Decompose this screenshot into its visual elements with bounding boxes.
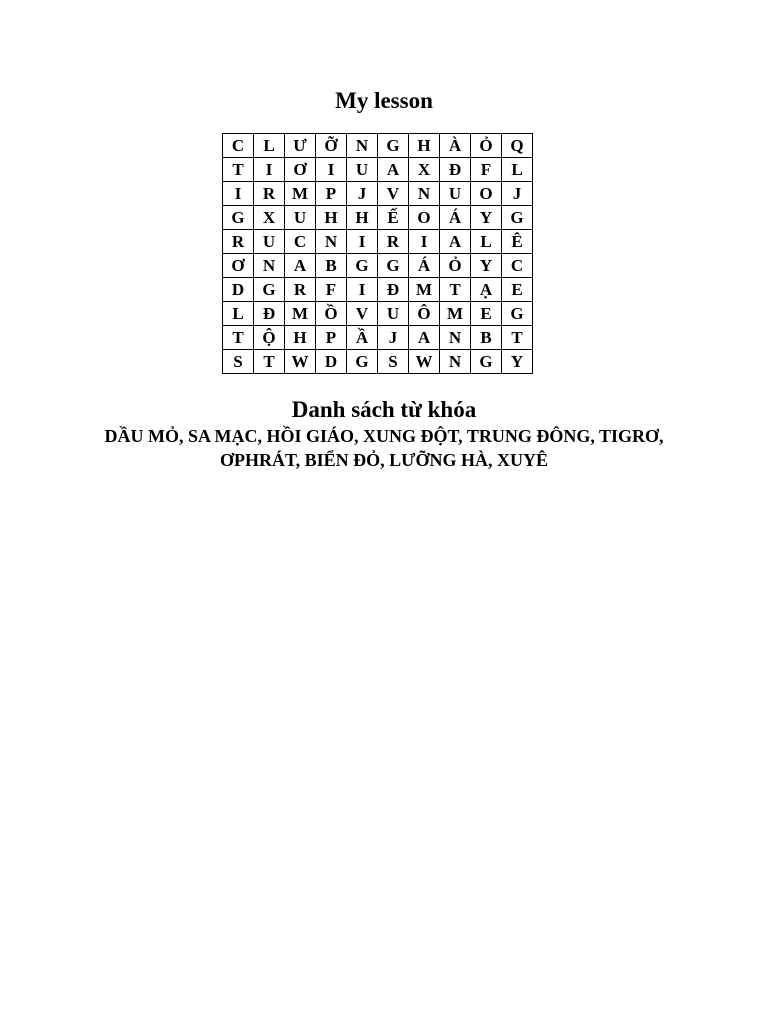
grid-cell: L — [471, 230, 502, 254]
grid-cell: R — [254, 182, 285, 206]
grid-cell: Đ — [254, 302, 285, 326]
grid-cell: H — [316, 206, 347, 230]
grid-cell: M — [285, 302, 316, 326]
grid-row — [223, 278, 533, 302]
grid-cell: O — [409, 206, 440, 230]
grid-cell: U — [347, 158, 378, 182]
grid-cell: G — [254, 278, 285, 302]
grid-cell: W — [409, 350, 440, 374]
grid-cell: N — [440, 326, 471, 350]
grid-cell: T — [223, 158, 254, 182]
grid-cell: L — [254, 134, 285, 158]
grid-row — [223, 326, 533, 350]
grid-cell: M — [440, 302, 471, 326]
grid-cell: A — [378, 158, 409, 182]
grid-row — [223, 182, 533, 206]
grid-cell: N — [347, 134, 378, 158]
grid-cell: J — [378, 326, 409, 350]
grid-cell: Ỏ — [471, 134, 502, 158]
grid-row — [223, 350, 533, 374]
grid-cell: M — [409, 278, 440, 302]
grid-cell: G — [502, 206, 533, 230]
grid-cell: C — [223, 134, 254, 158]
grid-cell: G — [471, 350, 502, 374]
grid-cell: I — [316, 158, 347, 182]
grid-cell: Ồ — [316, 302, 347, 326]
grid-cell: H — [409, 134, 440, 158]
grid-cell: A — [285, 254, 316, 278]
grid-cell: Ế — [378, 206, 409, 230]
grid-cell: Y — [471, 254, 502, 278]
grid-cell: Y — [502, 350, 533, 374]
grid-cell: F — [471, 158, 502, 182]
grid-cell: T — [223, 326, 254, 350]
grid-cell: I — [347, 230, 378, 254]
grid-cell: N — [316, 230, 347, 254]
grid-cell: V — [378, 182, 409, 206]
grid-cell: G — [347, 350, 378, 374]
grid-cell: L — [502, 158, 533, 182]
grid-cell: B — [471, 326, 502, 350]
grid-cell: Ầ — [347, 326, 378, 350]
grid-cell: E — [502, 278, 533, 302]
grid-cell: P — [316, 182, 347, 206]
grid-cell: G — [223, 206, 254, 230]
page-title: My lesson — [335, 88, 433, 113]
grid-cell: X — [254, 206, 285, 230]
grid-cell: T — [440, 278, 471, 302]
grid-cell: Y — [471, 206, 502, 230]
grid-cell: Ạ — [471, 278, 502, 302]
grid-cell: W — [285, 350, 316, 374]
grid-cell: H — [285, 326, 316, 350]
grid-cell: Á — [440, 206, 471, 230]
grid-cell: Ơ — [285, 158, 316, 182]
grid-cell: J — [502, 182, 533, 206]
grid-cell: S — [378, 350, 409, 374]
grid-cell: H — [347, 206, 378, 230]
grid-cell: L — [223, 302, 254, 326]
grid-row — [223, 134, 533, 158]
grid-cell: I — [409, 230, 440, 254]
grid-cell: G — [378, 134, 409, 158]
grid-cell: B — [316, 254, 347, 278]
grid-row — [223, 206, 533, 230]
grid-cell: M — [285, 182, 316, 206]
grid-cell: R — [285, 278, 316, 302]
grid-cell: T — [254, 350, 285, 374]
grid-cell: À — [440, 134, 471, 158]
keyword-list-line: DẦU MỎ, SA MẠC, HỒI GIÁO, XUNG ĐỘT, TRUNG ĐÔNG, TIGRƠ, — [104, 426, 664, 446]
grid-cell: U — [285, 206, 316, 230]
grid-cell: E — [471, 302, 502, 326]
grid-cell: N — [254, 254, 285, 278]
grid-cell: Đ — [378, 278, 409, 302]
grid-cell: F — [316, 278, 347, 302]
grid-cell: U — [440, 182, 471, 206]
grid-cell: A — [440, 230, 471, 254]
grid-cell: I — [223, 182, 254, 206]
grid-cell: Ỏ — [440, 254, 471, 278]
grid-cell: N — [440, 350, 471, 374]
grid-cell: Đ — [440, 158, 471, 182]
grid-cell: S — [223, 350, 254, 374]
grid-cell: J — [347, 182, 378, 206]
grid-cell: I — [347, 278, 378, 302]
grid-cell: Q — [502, 134, 533, 158]
grid-cell: A — [409, 326, 440, 350]
grid-cell: O — [471, 182, 502, 206]
grid-cell: T — [502, 326, 533, 350]
grid-cell: Ô — [409, 302, 440, 326]
keyword-list-line: ƠPHRÁT, BIỂN ĐỎ, LƯỠNG HÀ, XUYÊ — [219, 450, 549, 470]
grid-cell: R — [223, 230, 254, 254]
grid-cell: U — [378, 302, 409, 326]
grid-cell: Ơ — [223, 254, 254, 278]
grid-cell: D — [223, 278, 254, 302]
grid-cell: C — [285, 230, 316, 254]
grid-cell: U — [254, 230, 285, 254]
grid-row — [223, 158, 533, 182]
grid-cell: X — [409, 158, 440, 182]
grid-cell: P — [316, 326, 347, 350]
grid-cell: N — [409, 182, 440, 206]
word-search-grid — [222, 133, 533, 374]
grid-cell: Ư — [285, 134, 316, 158]
grid-row — [223, 302, 533, 326]
grid-cell: C — [502, 254, 533, 278]
grid-row — [223, 254, 533, 278]
grid-cell: G — [347, 254, 378, 278]
grid-cell: I — [254, 158, 285, 182]
grid-cell: R — [378, 230, 409, 254]
keyword-list-heading: Danh sách từ khóa — [291, 397, 477, 422]
grid-row — [223, 230, 533, 254]
keyword-list — [40, 424, 728, 472]
grid-cell: Á — [409, 254, 440, 278]
grid-cell: Ỡ — [316, 134, 347, 158]
grid-cell: G — [502, 302, 533, 326]
grid-cell: V — [347, 302, 378, 326]
grid-cell: Ê — [502, 230, 533, 254]
grid-cell: Ộ — [254, 326, 285, 350]
grid-cell: G — [378, 254, 409, 278]
grid-cell: D — [316, 350, 347, 374]
